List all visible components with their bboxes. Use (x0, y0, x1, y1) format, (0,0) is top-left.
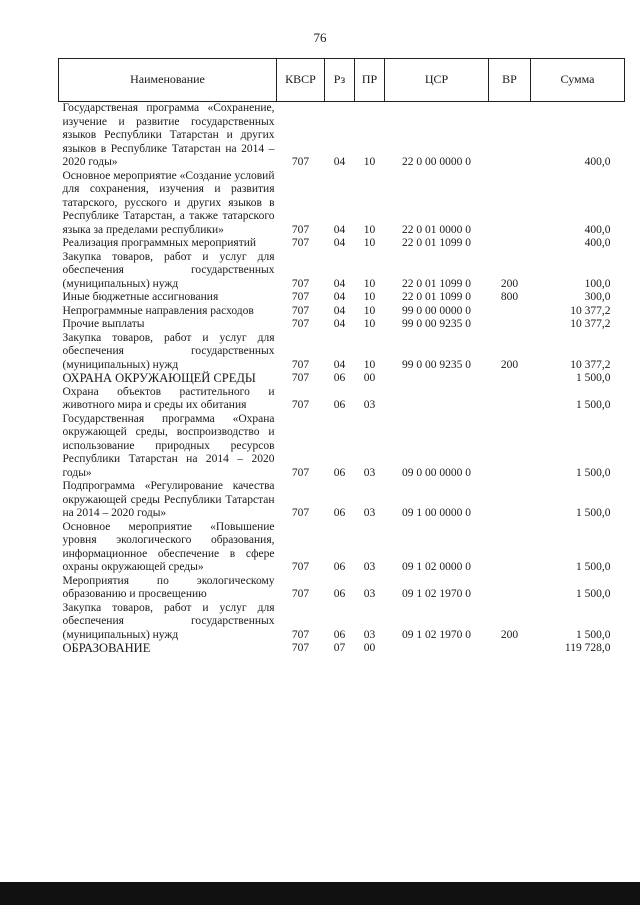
row-rz: 06 (333, 399, 346, 411)
row-rz: 06 (333, 588, 346, 600)
row-kvsr: 707 (291, 277, 310, 290)
row-name: Основное мероприятие «Создание условий для сохранения, изучения и развития татарского, русского и других языков в Республике Татарстан, а также татарского языка за пределами республики» (62, 169, 275, 236)
row-vr: 200 (500, 277, 519, 290)
header-sum: Сумма (531, 59, 625, 102)
header-name: Наименование (59, 59, 277, 102)
row-csr: 09 1 02 1970 0 (402, 628, 471, 641)
table-row (59, 291, 625, 305)
row-sum: 10 377,2 (570, 358, 611, 371)
row-vr (489, 170, 531, 238)
row-pr: 10 (363, 318, 376, 330)
row-sum: 100,0 (584, 277, 611, 290)
table-row (59, 413, 625, 481)
row-sum: 119 728,0 (564, 642, 611, 654)
row-vr (489, 372, 531, 386)
row-vr (489, 642, 531, 656)
row-vr (489, 575, 531, 602)
row-name: Государственая программа «Сохранение, изучение и развитие государственных языков Республики Татарстан и других языков в Республике Татарстан на 2014 – 2020 годы» (62, 102, 275, 168)
scan-edge-bar (0, 882, 640, 905)
row-vr: 200 (500, 628, 519, 641)
row-vr (489, 413, 531, 481)
row-csr (385, 372, 489, 386)
row-pr: 10 (363, 237, 376, 249)
row-kvsr: 707 (291, 291, 310, 303)
row-csr: 99 0 00 9235 0 (402, 318, 471, 330)
row-sum: 10 377,2 (570, 304, 611, 317)
row-pr: 03 (363, 628, 376, 641)
row-rz: 06 (333, 372, 346, 384)
row-vr (489, 237, 531, 251)
row-sum: 1 500,0 (576, 372, 611, 384)
table-row (59, 386, 625, 413)
row-csr: 22 0 01 1099 0 (402, 291, 471, 303)
row-pr: 10 (363, 223, 376, 236)
row-csr: 09 0 00 0000 0 (402, 466, 471, 479)
row-vr (489, 521, 531, 575)
table-row (59, 170, 625, 238)
row-name: Прочие выплаты (62, 318, 145, 330)
row-name: Государственная программа «Охрана окружающей среды, воспроизводство и использование природных ресурсов Республики Татарстан на 2014 – 2020 годы» (62, 412, 275, 479)
row-pr: 10 (363, 291, 376, 303)
row-csr: 99 0 00 0000 0 (402, 304, 471, 317)
row-rz: 06 (333, 628, 346, 641)
row-name: Мероприятия по экологическому образованию и просвещению (62, 574, 275, 600)
row-rz: 06 (333, 507, 346, 519)
row-pr: 03 (363, 561, 376, 573)
row-kvsr: 707 (291, 642, 310, 654)
row-sum: 400,0 (584, 156, 611, 168)
row-sum: 1 500,0 (576, 588, 611, 600)
row-csr: 09 1 00 0000 0 (402, 507, 471, 519)
row-csr: 09 1 02 0000 0 (402, 561, 471, 573)
row-kvsr: 707 (291, 588, 310, 600)
row-name: ОХРАНА ОКРУЖАЮЩЕЙ СРЕДЫ (62, 371, 256, 385)
row-sum: 1 500,0 (576, 399, 611, 411)
table-row (59, 332, 625, 373)
row-rz: 04 (333, 223, 346, 236)
row-kvsr: 707 (291, 372, 310, 384)
table-row (59, 305, 625, 319)
row-name: Иные бюджетные ассигнования (62, 291, 219, 303)
row-kvsr: 707 (291, 156, 310, 168)
row-vr: 200 (500, 358, 519, 371)
row-kvsr: 707 (291, 237, 310, 249)
header-csr: ЦСР (385, 59, 489, 102)
row-name: Закупка товаров, работ и услуг для обеспечения государственных (муниципальных) нужд (62, 250, 275, 290)
table-row (59, 251, 625, 292)
row-name: Закупка товаров, работ и услуг для обеспечения государственных (муниципальных) нужд (62, 331, 275, 371)
row-kvsr: 707 (291, 304, 310, 317)
page-number: 76 (313, 30, 327, 45)
row-csr: 09 1 02 1970 0 (402, 588, 471, 600)
table-row (59, 642, 625, 656)
row-rz: 04 (333, 291, 346, 303)
row-vr (489, 318, 531, 332)
row-rz: 06 (333, 466, 346, 479)
row-rz: 04 (333, 304, 346, 317)
row-sum: 1 500,0 (576, 561, 611, 573)
row-pr: 10 (363, 156, 376, 168)
table-row (59, 480, 625, 521)
row-pr: 00 (363, 372, 376, 384)
row-kvsr: 707 (291, 358, 310, 371)
row-csr: 22 0 01 1099 0 (402, 237, 471, 249)
row-name: ОБРАЗОВАНИЕ (62, 641, 151, 655)
row-kvsr: 707 (291, 628, 310, 641)
header-kvsr: КВСР (277, 59, 325, 102)
table-row (59, 318, 625, 332)
row-csr: 22 0 01 1099 0 (402, 277, 471, 290)
table-row (59, 372, 625, 386)
table-row (59, 521, 625, 575)
header-rz: Рз (325, 59, 355, 102)
row-kvsr: 707 (291, 466, 310, 479)
table-row (59, 102, 625, 170)
row-kvsr: 707 (291, 318, 310, 330)
row-csr: 22 0 00 0000 0 (402, 156, 471, 168)
row-pr: 10 (363, 358, 376, 371)
row-name: Основное мероприятие «Повышение уровня экологического образования, информационное обеспечение в сфере охраны окружающей среды» (62, 520, 275, 573)
row-name: Охрана объектов растительного и животного мира и среды их обитания (62, 385, 275, 411)
row-rz: 04 (333, 156, 346, 168)
row-vr: 800 (500, 291, 519, 303)
row-name: Реализация программных мероприятий (62, 237, 257, 249)
row-kvsr: 707 (291, 223, 310, 236)
row-csr: 99 0 00 9235 0 (402, 358, 471, 371)
row-rz: 04 (333, 318, 346, 330)
row-name: Подпрограмма «Регулирование качества окружающей среды Республики Татарстан на 2014 – 2020 годы» (62, 480, 275, 519)
table-row (59, 237, 625, 251)
row-sum: 1 500,0 (576, 628, 611, 641)
row-rz: 04 (333, 237, 346, 249)
row-kvsr: 707 (291, 561, 310, 573)
row-name: Непрограммные направления расходов (62, 304, 254, 317)
row-pr: 00 (363, 642, 376, 654)
row-rz: 06 (333, 561, 346, 573)
row-csr (385, 642, 489, 656)
row-sum: 400,0 (584, 237, 611, 249)
row-kvsr: 707 (291, 399, 310, 411)
row-rz: 04 (333, 358, 346, 371)
row-name: Закупка товаров, работ и услуг для обеспечения государственных (муниципальных) нужд (62, 601, 275, 641)
row-pr: 03 (363, 588, 376, 600)
table-row (59, 575, 625, 602)
row-pr: 03 (363, 466, 376, 479)
row-sum: 10 377,2 (570, 318, 611, 330)
row-pr: 03 (363, 399, 376, 411)
budget-table (58, 58, 625, 656)
row-pr: 10 (363, 277, 376, 290)
row-rz: 07 (333, 642, 346, 654)
row-vr (489, 305, 531, 319)
row-sum: 400,0 (584, 223, 611, 236)
header-pr: ПР (355, 59, 385, 102)
table-row (59, 602, 625, 643)
row-csr: 22 0 01 0000 0 (402, 223, 471, 236)
row-sum: 1 500,0 (576, 466, 611, 479)
row-rz: 04 (333, 277, 346, 290)
row-vr (489, 102, 531, 170)
row-vr (489, 480, 531, 521)
row-pr: 10 (363, 304, 376, 317)
row-kvsr: 707 (291, 507, 310, 519)
row-csr (385, 386, 489, 413)
row-vr (489, 386, 531, 413)
table-body (59, 102, 625, 656)
table-header (59, 59, 625, 102)
row-sum: 300,0 (584, 291, 611, 303)
row-pr: 03 (363, 507, 376, 519)
row-sum: 1 500,0 (576, 507, 611, 519)
header-vr: ВР (489, 59, 531, 102)
